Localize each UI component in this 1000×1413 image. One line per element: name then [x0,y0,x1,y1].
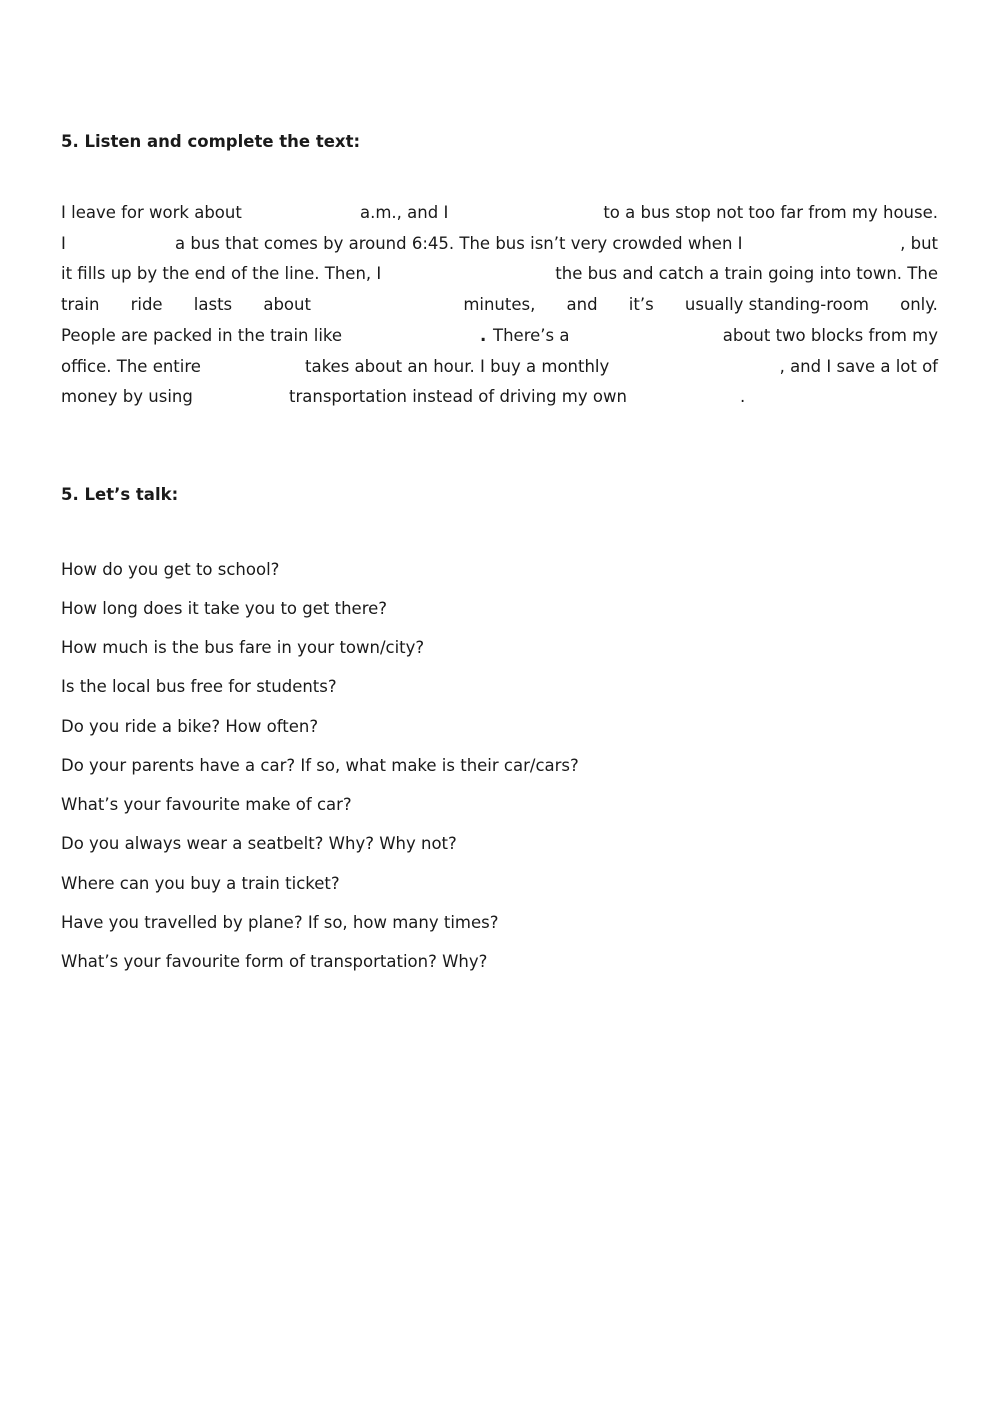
text-segment: lasts [193,295,233,314]
text-segment: There’s a [493,326,570,345]
text-segment: train [61,295,100,314]
question-item: Have you travelled by plane? If so, how many times? [61,913,499,932]
question-item: Is the local bus free for students? [61,677,337,696]
question-item: What’s your favourite form of transportation? Why? [61,952,488,971]
blank-gap [201,385,285,406]
section-heading-talk: 5. Let’s talk: [61,485,179,504]
text-line-7 [61,385,938,409]
text-segment: a.m., and I [360,203,449,222]
blank-gap [361,324,476,345]
text-segment: it fills up by the end of the line. Then, I [61,264,382,283]
text-segment: money by using [61,387,193,406]
text-segment: . [740,387,746,406]
blank-gap [261,201,356,222]
blank-gap [636,355,761,376]
blank-gap [211,355,301,376]
text-segment: . [480,326,487,345]
section-heading-listen: 5. Listen and complete the text: [61,132,361,151]
blank-gap [401,262,541,283]
text-segment: I leave for work about [61,203,242,222]
text-segment: a bus that comes by around 6:45. The bus isn’t very crowded when I [175,234,743,253]
text-line-5 [61,324,938,348]
text-segment: it’s [628,295,654,314]
text-segment: about two blocks from my [722,326,938,345]
question-item: How much is the bus fare in your town/city? [61,638,425,657]
text-segment: and [566,295,598,314]
question-item: Where can you buy a train ticket? [61,874,340,893]
text-segment: People are packed in the train like [61,326,343,345]
text-segment: ride [130,295,163,314]
blank-gap [463,201,573,222]
blank-gap [581,324,711,345]
text-line-6 [61,355,938,379]
question-item: Do you ride a bike? How often? [61,717,319,736]
blank-gap [77,232,172,253]
blank-gap [639,385,739,406]
text-segment: the bus and catch a train going into town. The [555,264,938,283]
text-line-3 [61,262,938,286]
question-item: How long does it take you to get there? [61,599,388,618]
text-line-1 [61,201,938,225]
text-line-4 [61,293,938,317]
question-item: Do your parents have a car? If so, what make is their car/cars? [61,756,579,775]
text-segment: usually standing-room [684,295,869,314]
text-segment: , but [900,234,938,253]
question-item: How do you get to school? [61,560,280,579]
text-segment: to a bus stop not too far from my house. [603,203,938,222]
question-item: Do you always wear a seatbelt? Why? Why not? [61,834,457,853]
text-segment: office. The entire [61,357,201,376]
text-segment: , and I save a lot of [779,357,938,376]
text-segment: only. [900,295,938,314]
text-segment: transportation instead of driving my own [289,387,627,406]
text-segment: minutes, [463,295,536,314]
text-segment: takes about an hour. I buy a monthly [305,357,610,376]
blank-gap [342,293,432,317]
text-line-2 [61,232,938,256]
text-segment: I [61,234,66,253]
question-item: What’s your favourite make of car? [61,795,352,814]
blank-gap [771,232,891,253]
text-segment: about [263,295,311,314]
